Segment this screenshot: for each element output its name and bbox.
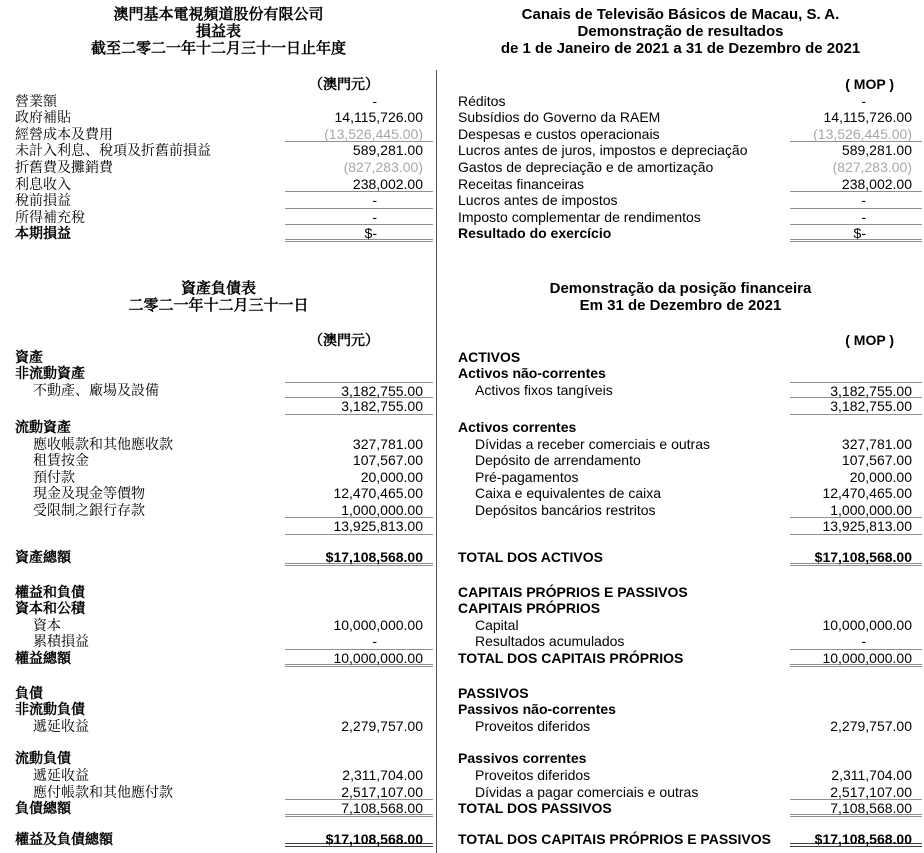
statement-row (0, 436, 437, 453)
statement-row (437, 701, 924, 718)
statement-row (437, 502, 924, 519)
balance_sheet-title-line: Demonstração da posição financeira (549, 279, 812, 297)
statement-row (0, 365, 437, 382)
statement-row (0, 750, 437, 767)
statement-row (437, 784, 924, 801)
row-value: $17,108,568.00 (790, 549, 922, 566)
row-label-zh: 權益及負債總額 (15, 830, 113, 847)
row-label-zh: 資本 (33, 616, 61, 633)
row-label-pt: Activos fixos tangíveis (475, 381, 613, 398)
row-value (790, 584, 922, 601)
statement-row (0, 701, 437, 718)
currency-header-row (0, 332, 437, 349)
row-label-zh: 利息收入 (15, 175, 71, 192)
row-value: (827,283.00) (832, 158, 912, 175)
statement-row (437, 633, 924, 650)
row-label-pt: CAPITAIS PRÓPRIOS (458, 600, 601, 617)
statement-row (437, 485, 924, 502)
statement-row (437, 750, 924, 767)
currency-unit-label: ( MOP ) (845, 331, 894, 348)
row-label-zh: 資產總額 (15, 549, 71, 566)
row-label-zh: 負債總額 (15, 800, 71, 817)
statement-row (0, 93, 437, 110)
statement-row (0, 419, 437, 436)
statement-row (0, 209, 437, 226)
statement-row (0, 176, 437, 193)
statement-row (0, 398, 437, 415)
row-label-pt: Proveitos diferidos (475, 767, 591, 783)
statement-row (0, 650, 437, 667)
row-value (285, 584, 433, 601)
row-label-pt: Gastos de depreciação e de amortização (458, 158, 714, 175)
row-label-zh: 資本和公積 (15, 600, 85, 617)
row-label-zh: 不動產、廠場及設備 (33, 381, 159, 398)
row-label-zh: 本期損益 (15, 225, 71, 242)
row-label-zh: 應收帳款和其他應收款 (33, 435, 173, 452)
statement-row (437, 650, 924, 667)
row-value (285, 750, 433, 767)
row-value (285, 701, 433, 718)
row-label-zh: 權益總額 (15, 650, 71, 667)
row-value (790, 701, 922, 718)
row-label-pt: TOTAL DOS CAPITAIS PRÓPRIOS (458, 650, 684, 667)
row-label-zh: 稅前損益 (15, 192, 71, 209)
row-value: 238,002.00 (285, 176, 433, 193)
statement-row (437, 142, 924, 159)
row-value: 12,470,465.00 (333, 485, 423, 502)
row-value: 3,182,755.00 (790, 398, 922, 415)
row-value: 20,000.00 (360, 468, 423, 485)
currency-header-row (437, 332, 924, 349)
row-label-pt: Resultado do exercício (458, 225, 612, 242)
statement-row (437, 767, 924, 784)
row-value: 10,000,000.00 (790, 650, 922, 667)
row-value: 1,000,000.00 (790, 502, 922, 519)
statement-row (0, 584, 437, 601)
row-label-pt: Depósitos bancários restritos (475, 501, 656, 518)
row-value: 2,517,107.00 (285, 784, 433, 801)
spacer (437, 332, 790, 349)
row-value: 327,781.00 (352, 435, 423, 452)
row-label-pt: Dívidas a pagar comerciais e outras (475, 783, 699, 800)
currency-header-row (437, 76, 924, 93)
row-value: 7,108,568.00 (790, 800, 922, 817)
row-value: 10,000,000.00 (285, 650, 433, 667)
row-value (790, 685, 922, 702)
statement-row (437, 831, 924, 848)
statement-row (0, 718, 437, 735)
row-value: 1,000,000.00 (285, 502, 433, 519)
statement-row (437, 382, 924, 399)
row-label-zh: 所得補充稅 (15, 208, 85, 225)
spacer (0, 76, 285, 93)
row-value: $17,108,568.00 (285, 549, 433, 566)
statement-row (437, 452, 924, 469)
statement-row (0, 518, 437, 535)
row-value: 589,281.00 (352, 142, 423, 159)
row-label-zh: 應付帳款和其他應付款 (33, 783, 173, 800)
row-value: - (861, 92, 866, 109)
row-label-pt: Resultados acumulados (475, 633, 625, 650)
currency-unit-label: ( MOP ) (845, 76, 894, 92)
row-value (790, 600, 922, 617)
currency-header-row (0, 76, 437, 93)
row-value: 14,115,726.00 (823, 109, 912, 126)
row-value: (13,526,445.00) (285, 126, 433, 143)
row-label-pt: TOTAL DOS PASSIVOS (458, 800, 612, 817)
row-label-pt: Passivos correntes (458, 750, 587, 767)
row-value: 10,000,000.00 (822, 616, 912, 633)
statement-row (0, 633, 437, 650)
row-value: 107,567.00 (841, 452, 912, 469)
row-value: 2,279,757.00 (830, 717, 912, 734)
row-value: 238,002.00 (790, 176, 922, 193)
row-label-zh: 未計入利息、稅項及折舊前損益 (15, 142, 211, 159)
statement-row (437, 192, 924, 209)
row-label-pt: Despesas e custos operacionais (458, 125, 660, 142)
statement-row (437, 176, 924, 193)
row-label-pt: Pré-pagamentos (475, 468, 579, 485)
row-label-pt: Passivos não-correntes (458, 701, 616, 718)
row-label-pt (437, 398, 790, 415)
income_statement-title-line: 損益表 (195, 23, 241, 40)
row-value: 3,182,755.00 (285, 398, 433, 415)
row-label-zh: 資產 (15, 348, 43, 365)
balance_sheet-title-line: 二零二一年十二月三十一日 (128, 296, 309, 314)
row-value: - (790, 209, 922, 226)
row-value: 13,925,813.00 (285, 518, 433, 535)
currency-unit-label: （澳門元） (309, 331, 379, 348)
row-value: 7,108,568.00 (285, 800, 433, 817)
row-label-zh: 受限制之銀行存款 (33, 501, 145, 518)
statement-row (437, 365, 924, 382)
income_statement-title-line: 截至二零二一年十二月三十一日止年度 (90, 40, 346, 57)
statement-row (0, 159, 437, 176)
row-label-zh (0, 398, 285, 415)
row-label-pt: Receitas financeiras (458, 175, 585, 192)
row-value: 2,311,704.00 (342, 767, 423, 783)
row-value (790, 365, 922, 382)
row-label-pt: Caixa e equivalentes de caixa (475, 485, 662, 502)
row-label-zh: 折舊費及攤銷費 (15, 158, 113, 175)
statement-row (437, 685, 924, 702)
row-label-zh: 非流動資產 (15, 365, 85, 382)
statement-row (0, 485, 437, 502)
row-value (790, 419, 922, 436)
row-label-pt: Depósito de arrendamento (475, 452, 641, 469)
row-label-zh: 流動資產 (15, 418, 71, 435)
income_statement-title-line: Canais de Televisão Básicos de Macau, S. A. (521, 6, 840, 23)
statement-row (0, 225, 437, 242)
statement-row (437, 584, 924, 601)
row-value: $17,108,568.00 (285, 831, 433, 848)
row-label-pt: Réditos (458, 92, 506, 109)
statement-row (0, 600, 437, 617)
chinese-column (0, 0, 437, 853)
statement-row (437, 617, 924, 634)
statement-row (437, 800, 924, 817)
row-value: - (285, 192, 433, 209)
statement-row (437, 436, 924, 453)
statement-row (0, 800, 437, 817)
statement-row (437, 398, 924, 415)
statement-row (437, 126, 924, 143)
row-value (285, 419, 433, 436)
income_statement-title-line: 澳門基本電視頻道股份有限公司 (113, 6, 324, 23)
row-label-pt: Dívidas a receber comerciais e outras (475, 435, 710, 452)
statement-row (437, 518, 924, 535)
row-value: - (285, 633, 433, 650)
statement-row (0, 502, 437, 519)
income_statement-title-line: Demonstração de resultados (577, 23, 784, 40)
row-label-zh: 非流動負債 (15, 701, 85, 718)
statement-row (0, 109, 437, 126)
spacer (437, 76, 790, 93)
row-label-pt (437, 518, 790, 535)
row-value: 13,925,813.00 (790, 518, 922, 535)
statement-row (0, 617, 437, 634)
statement-row (437, 600, 924, 617)
statement-row (437, 349, 924, 366)
row-value (790, 750, 922, 767)
statement-row (0, 767, 437, 784)
statement-row (437, 549, 924, 566)
statement-row (0, 549, 437, 566)
row-value (285, 600, 433, 617)
row-value: 2,311,704.00 (831, 767, 912, 783)
row-label-zh: 營業額 (15, 92, 57, 109)
statement-row (437, 109, 924, 126)
row-value (285, 365, 433, 382)
row-label-pt: TOTAL DOS CAPITAIS PRÓPRIOS E PASSIVOS (458, 830, 771, 847)
statement-row (0, 685, 437, 702)
row-value: 14,115,726.00 (334, 109, 423, 126)
row-label-pt: Activos não-correntes (458, 365, 606, 382)
row-label-pt: Activos correntes (458, 418, 577, 435)
statement-row (437, 225, 924, 242)
statement-row (0, 192, 437, 209)
row-value: $17,108,568.00 (790, 831, 922, 848)
balance_sheet-title-line: 資產負債表 (180, 279, 256, 297)
statement-row (0, 126, 437, 143)
row-value: 12,470,465.00 (822, 485, 912, 502)
statement-row (0, 142, 437, 159)
statement-row (0, 349, 437, 366)
row-value: 3,182,755.00 (790, 382, 922, 399)
row-label-pt: Subsídios do Governo da RAEM (458, 109, 661, 126)
income_statement-title-line: de 1 de Janeiro de 2021 a 31 de Dezembro de 2021 (500, 40, 861, 57)
statement-row (0, 452, 437, 469)
statement-row (0, 469, 437, 486)
row-label-zh: 累積損益 (33, 633, 89, 650)
row-value: - (285, 209, 433, 226)
statement-row (437, 469, 924, 486)
row-label-zh: 遞延收益 (33, 767, 89, 783)
spacer (0, 332, 285, 349)
statement-row (0, 831, 437, 848)
row-label-zh: 流動負債 (15, 750, 71, 767)
statement-row (437, 159, 924, 176)
row-label-zh: 遞延收益 (33, 717, 89, 734)
statement-row (0, 784, 437, 801)
statement-row (437, 93, 924, 110)
row-label-pt: Imposto complementar de rendimentos (458, 208, 701, 225)
row-value: 10,000,000.00 (333, 616, 423, 633)
statement-row (0, 382, 437, 399)
row-label-pt: TOTAL DOS ACTIVOS (458, 549, 603, 566)
row-value: - (790, 633, 922, 650)
row-value: 589,281.00 (841, 142, 912, 159)
row-value: 107,567.00 (352, 452, 423, 469)
row-label-pt: Lucros antes de impostos (458, 192, 618, 209)
statement-row (437, 718, 924, 735)
row-value: 2,517,107.00 (790, 784, 922, 801)
row-label-zh: 現金及現金等價物 (33, 485, 145, 502)
row-value: $- (790, 225, 922, 242)
statement-row (437, 209, 924, 226)
row-value (285, 685, 433, 702)
row-label-zh: 負債 (15, 684, 43, 701)
row-label-pt: ACTIVOS (458, 348, 521, 365)
statement-row (437, 419, 924, 436)
row-value: - (790, 192, 922, 209)
row-value: 327,781.00 (841, 435, 912, 452)
row-label-zh: 租賃按金 (33, 452, 89, 469)
row-value: (827,283.00) (343, 158, 423, 175)
row-value: - (372, 92, 377, 109)
row-value: 2,279,757.00 (341, 717, 423, 734)
row-label-zh: 權益和負債 (15, 583, 85, 600)
row-value: $- (285, 225, 433, 242)
row-label-pt: PASSIVOS (458, 684, 529, 701)
row-value (790, 349, 922, 366)
row-label-zh: 經營成本及費用 (15, 125, 113, 142)
row-value: 20,000.00 (849, 468, 912, 485)
portuguese-column (437, 0, 924, 853)
currency-unit-label: （澳門元） (309, 76, 379, 92)
row-label-pt: Lucros antes de juros, impostos e depreciação (458, 142, 748, 159)
row-value: (13,526,445.00) (790, 126, 922, 143)
row-value: 3,182,755.00 (285, 382, 433, 399)
row-label-pt: Proveitos diferidos (475, 717, 591, 734)
balance_sheet-title-line: Em 31 de Dezembro de 2021 (579, 296, 782, 314)
row-value (285, 349, 433, 366)
row-label-pt: CAPITAIS PRÓPRIOS E PASSIVOS (458, 583, 688, 600)
row-label-zh: 預付款 (33, 468, 75, 485)
row-label-zh (0, 518, 285, 535)
row-label-pt: Capital (475, 616, 519, 633)
row-label-zh: 政府補貼 (15, 109, 71, 126)
